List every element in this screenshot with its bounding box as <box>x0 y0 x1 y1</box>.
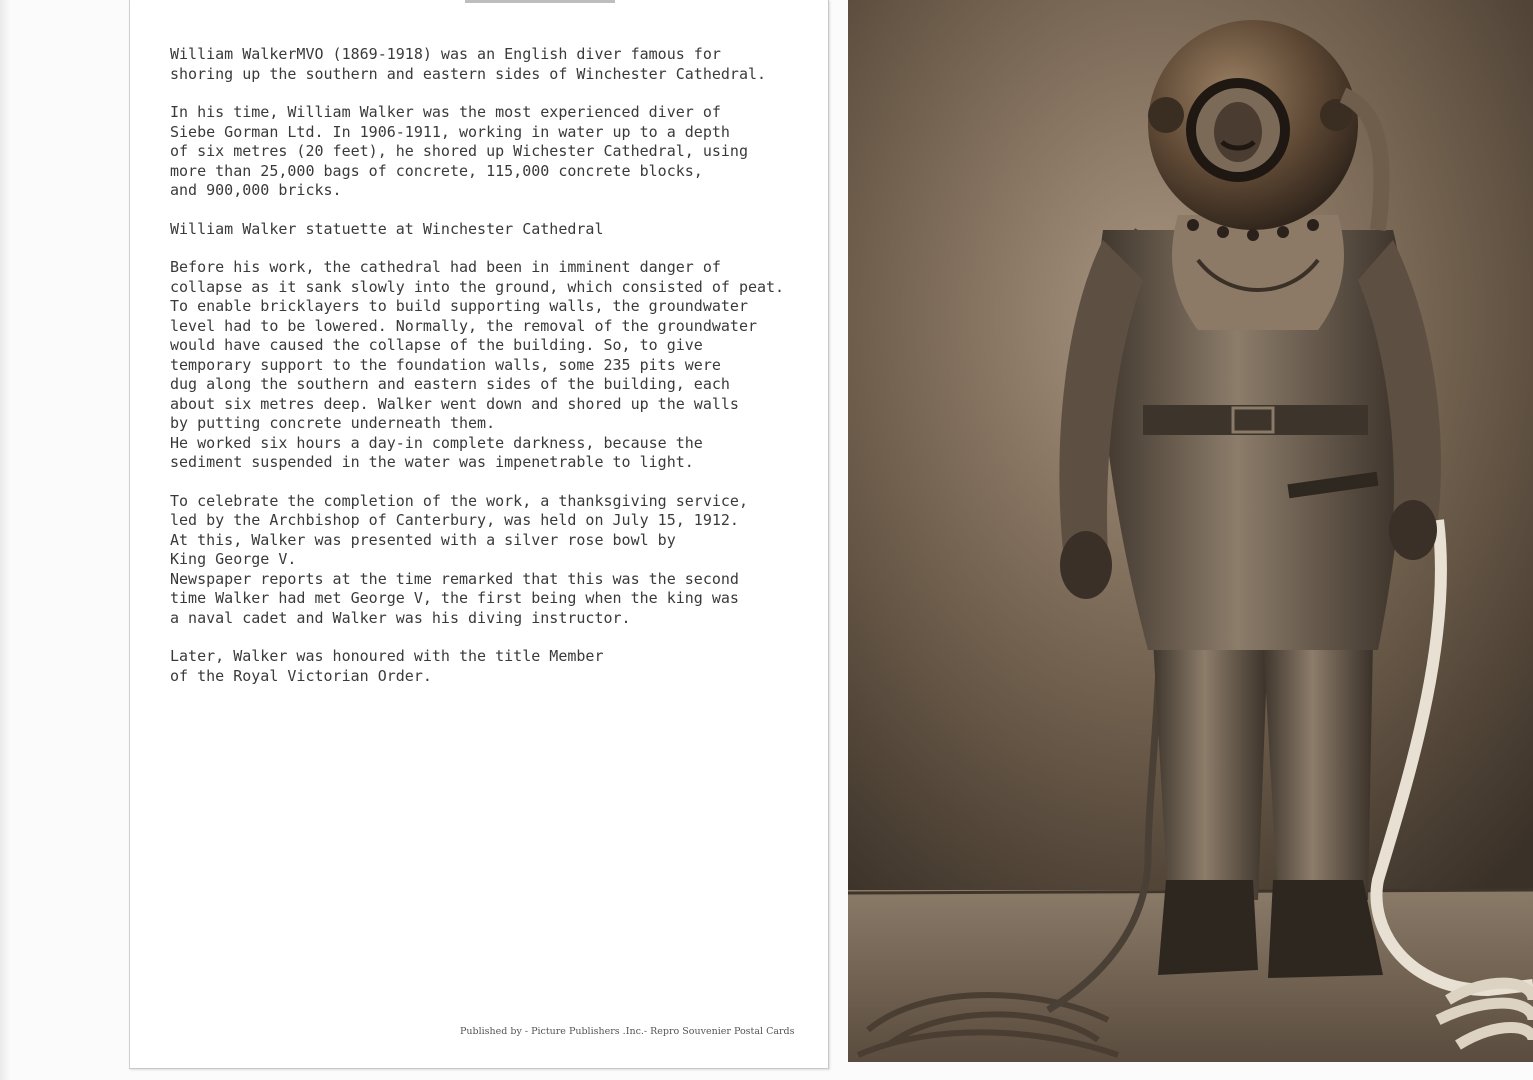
card-top-mark <box>465 0 615 3</box>
scan-edge-shadow <box>0 0 10 1080</box>
paragraph-work: Before his work, the cathedral had been in imminent danger of collapse as it sank slowly into the ground, which consisted of peat. To enable bricklayers to build supporting walls, the groundwater level had to be lowered. Normally, the removal of the groundwater would have caused the collapse of the building. So, to give temporary support to the foundation walls, some 235 pits were dug along the southern and eastern sides of the building, each about six metres deep. Walker went down and shored up the walls by putting concrete underneath them. He worked six hours a day-in complete darkness, because the sediment suspended in the water was impenetrable to light. <box>170 258 785 471</box>
diver-face <box>1214 102 1262 162</box>
paragraph-statuette: William Walker statuette at Winchester Cathedral <box>170 219 604 238</box>
paragraph-intro: William WalkerMVO (1869-1918) was an English diver famous for shoring up the southern and eastern sides of Winchester Cathedral. <box>170 45 767 83</box>
left-hand <box>1060 531 1112 599</box>
right-boot <box>1268 880 1383 978</box>
helmet-side-port <box>1148 97 1184 133</box>
diver-photo <box>848 0 1533 1062</box>
right-hand <box>1389 500 1437 560</box>
paragraph-honour: Later, Walker was honoured with the title Member of the Royal Victorian Order. <box>170 647 604 685</box>
paragraph-celebration: To celebrate the completion of the work, a thanksgiving service, led by the Archbishop of Canterbury, was held on July 15, 1912. At this, Walker was presented with a silver rose bowl by King George V. Newspaper reports at the time remarked that this was the second time Walker had met George V, the first being when the king was a naval cadet and Walker was his diving instructor. <box>170 491 748 627</box>
left-leg <box>1153 640 1268 900</box>
paragraph-experience: In his time, William Walker was the most experienced diver of Siebe Gorman Ltd. In 1906-1911, working in water up to a depth of six metres (20 feet), he shored up Wichester Cathedral, using more than 25,000 bags of concrete, 115,000 concrete blocks, and 900,000 bricks. <box>170 103 748 199</box>
publisher-credit: Published by - Picture Publishers .Inc.- Repro Souvenier Postal Cards <box>460 1026 795 1037</box>
postcard-text-block <box>170 45 815 705</box>
right-leg <box>1263 640 1373 900</box>
left-boot <box>1158 880 1258 975</box>
diver-photo-illustration <box>848 0 1533 1062</box>
